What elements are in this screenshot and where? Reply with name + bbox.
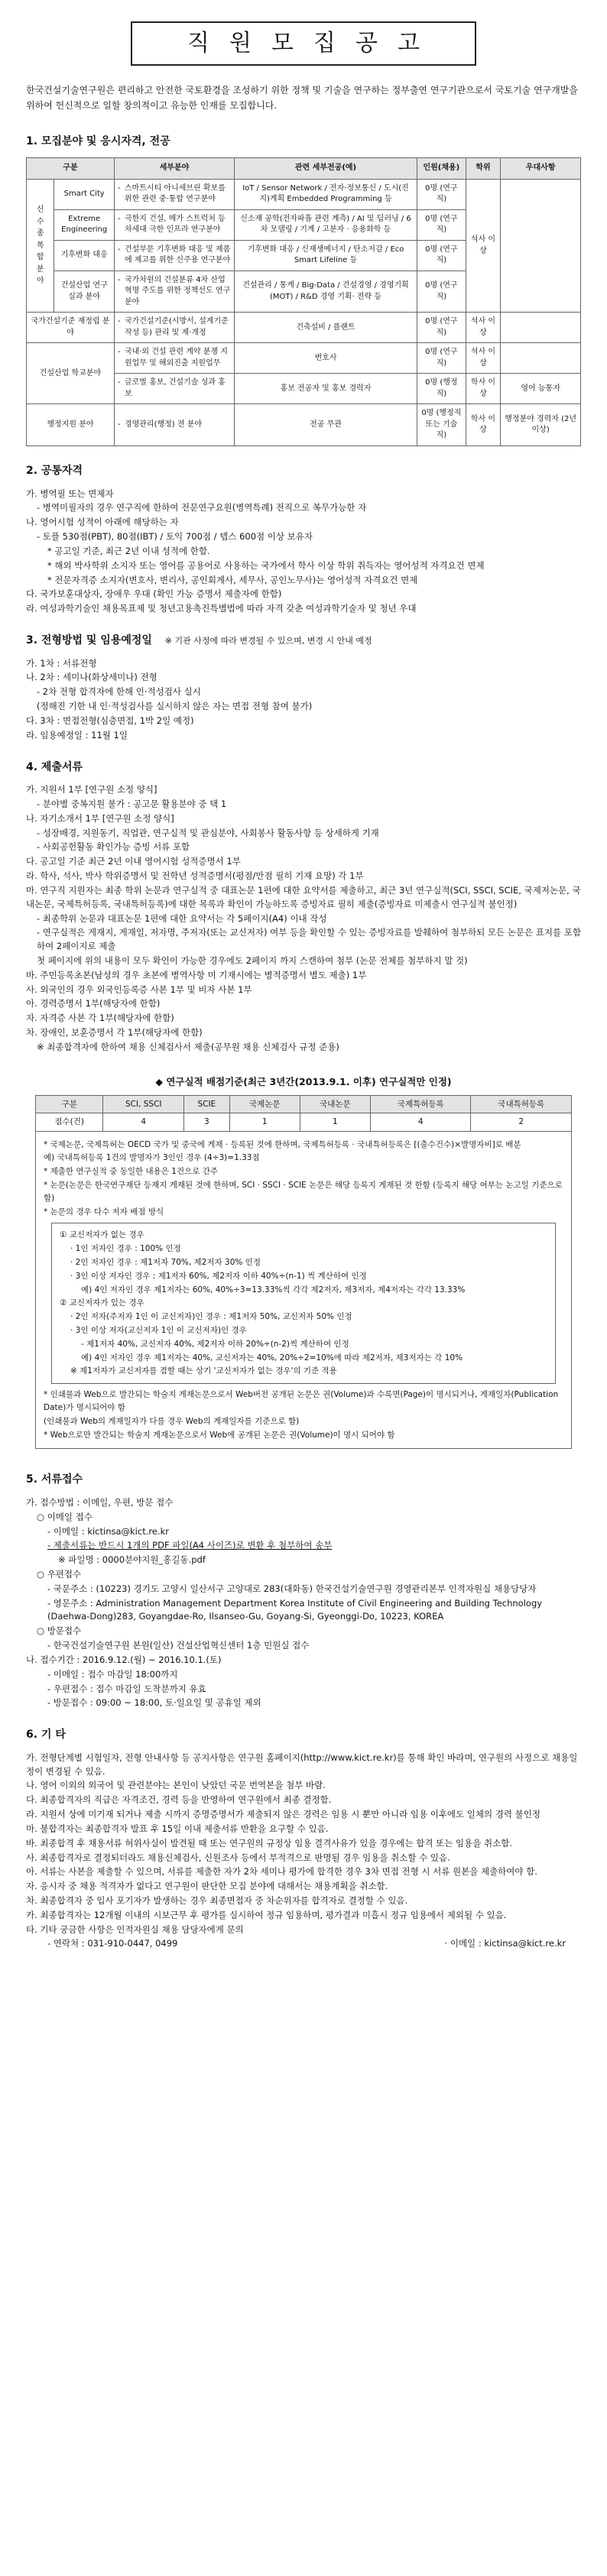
major-cell: 홍보 전공자 및 홍보 경력자	[235, 374, 417, 404]
text-line: · 3인 이상 저자(교신저자 1인 이 교신저자)인 경우	[70, 1325, 247, 1335]
text-line: 나. 영어시험 성적이 아래에 해당하는 자	[26, 517, 179, 528]
major-cell: 신소재 공학(전자파흡 관련 계측) / AI 및 딥러닝 / 6차 모델링 / 기계 / 고분자 · 응용화학 등	[235, 209, 417, 240]
category-cell: 기후변화 대응	[54, 240, 115, 271]
count-cell: 0명 (연구직)	[417, 271, 466, 313]
category-cell: Smart City	[54, 179, 115, 209]
text-line: 바. 주민등록초본(남성의 경우 초본에 병역사항 미 기재시에는 병적증명서 별도 제출) 1부	[26, 969, 367, 980]
field-cell	[114, 240, 234, 271]
score-table	[35, 1095, 572, 1132]
text-line: 첫 페이지에 위의 내용이 모두 확인이 가능한 경우에도 2페이지 까지 스캔하여 첨부 (논문 전체를 첨부하지 말 것)	[37, 954, 468, 966]
table-header: 학위	[466, 158, 501, 180]
text-line: ② 교신저자가 있는 경우	[60, 1298, 144, 1308]
table-header: 관련 세부전공(예)	[235, 158, 417, 180]
text-line: 타. 기타 궁금한 사항은 인적자원실 채용 담당자에게 문의	[26, 1923, 244, 1935]
count-cell: 0명 (연구직)	[417, 209, 466, 240]
section6-heading: 6. 기 타	[26, 1729, 66, 1742]
table-header: 인원(채용)	[417, 158, 466, 180]
text-line: 사. 최종합격자로 결정되더라도 채용신체검사, 신원조사 등에서 부적격으로 판명될 경우 임용을 취소할 수 있음.	[26, 1852, 450, 1863]
field-cell	[114, 374, 234, 404]
text-line: - 2차 전형 합격자에 한해 인·적성검사 실시	[37, 686, 201, 698]
text-line: 차. 장애인, 보훈증명서 각 1부(해당자에 한함)	[26, 1027, 203, 1039]
section3-note: ※ 기관 사정에 따라 변경될 수 있으며, 변경 시 안내 예정	[164, 635, 372, 646]
section3-title: 3. 전형방법 및 임용예정일	[26, 633, 152, 646]
category-cell: 행정지원 분야	[27, 404, 115, 446]
section3-content	[26, 657, 581, 743]
text-line: - 병역미필자의 경우 연구직에 한하여 전문연구요원(병역특례) 전직으로 복무가능한 자	[37, 502, 367, 514]
text-line: 나. 자기소개서 1부 [연구원 소정 양식]	[26, 812, 174, 824]
recruitment-table	[26, 157, 581, 446]
text-line: 자. 자격증 사본 각 1부(해당자에 한함)	[26, 1013, 174, 1024]
score-value: 1	[300, 1113, 370, 1131]
score-row	[36, 1113, 572, 1131]
text-line: ○ 방문접수	[37, 1625, 82, 1637]
text-line: - 성장배경, 지원동기, 직업관, 연구실적 및 관심분야, 사회봉사 활동사항 등 상세하게 기재	[37, 827, 379, 838]
degree-cell: 석사 이상	[466, 343, 501, 374]
table-row	[27, 313, 581, 343]
text-line: - 국문주소 : (10223) 경기도 고양시 일산서구 고양대로 283(대화동) 한국건설기술연구원 경영관리본부 인적자원실 채용담당자	[47, 1583, 537, 1594]
text-line: - 제1저자 40%, 교신저자 40%, 제2저자 이하 20%÷(n-2)씩 계산하여 인정	[81, 1339, 349, 1349]
text-line: · 2인 저자(주저자 1인 이 교신저자)인 경우 : 제1저자 50%, 교신저자 50% 인정	[70, 1312, 352, 1322]
text-line: - 이메일 : 접수 마감일 18:00까지	[47, 1668, 178, 1680]
preference-cell	[501, 179, 581, 313]
note-line: * 제출한 연구실적 중 동일한 내용은 1건으로 간주	[44, 1167, 219, 1177]
section2-heading: 2. 공통자격	[26, 464, 83, 477]
text-line: 가. 1차 : 서류전형	[26, 657, 97, 669]
text-line: 예) 4인 저자인 경우 제1저자는 40%, 교신저자는 40%, 20%÷2=10%에 따라 제2저자, 제3저자는 각 10%	[81, 1353, 463, 1363]
field-cell	[114, 313, 234, 343]
text-line: 차. 최종합격자 중 입사 포기자가 발생하는 경우 최종면접자 중 차순위자를 합격자로 결정할 수 있음.	[26, 1894, 408, 1906]
major-cell: 기후변화 대응 / 신재생에너지 / 탄소저감 / Eco Smart Lifeline 등	[235, 240, 417, 271]
score-header: SCIE	[184, 1096, 230, 1113]
score-row-label: 점수(건)	[36, 1113, 103, 1131]
strategy-label: 신수종 복합분야	[36, 206, 44, 286]
count-cell: 0명 (행정직)	[417, 374, 466, 404]
intro-paragraph: 한국건설기술연구원은 편리하고 안전한 국토환경을 조성하기 위한 정책 및 기술을 연구하는 정부출연 연구기관으로서 국토기술 연구개발을 위하여 헌신적으로 일할 창의적이고 유능한 인재를 모집합니다.	[26, 85, 578, 112]
page-title: 직원모집공고	[187, 29, 440, 57]
table-header: 세부분야	[114, 158, 234, 180]
text-line	[26, 1539, 581, 1553]
field-list	[118, 316, 231, 339]
table-row	[27, 404, 581, 446]
section2-content	[26, 488, 581, 616]
text-line: ○ 이메일 접수	[37, 1511, 93, 1522]
field-item: - 국가건설기준(시방서, 설계기준 작성 등) 관리 및 제·개정	[118, 316, 231, 339]
text-line: 예) 4인 저자인 경우 제1저자는 60%, 40%÷3=13.33%씩 각각 제2저자, 제3저자, 제4저자는 각각 13.33%	[81, 1285, 466, 1294]
field-list	[118, 377, 231, 400]
text-line: · 1인 저자인 경우 : 100% 인정	[70, 1244, 181, 1254]
category-cell: 국가건설기준 재정립 분야	[27, 313, 115, 343]
contact-phone: - 연락처 : 031-910-0447, 0499	[47, 1938, 178, 1949]
table-row	[27, 343, 581, 374]
text-line: 다. 국가보훈대상자, 장애우 우대 (확인 가능 증명서 제출자에 한함)	[26, 588, 282, 600]
score-value: 4	[103, 1113, 184, 1131]
field-cell	[114, 179, 234, 209]
table-header: 우대사항	[501, 158, 581, 180]
text-line: * 전문자격증 소지자(변호사, 변리사, 공인회계사, 세무사, 공인노무사)는 영어성적 자격요건 면제	[47, 574, 418, 585]
text-line: 사. 외국인의 경우 외국인등록증 사본 1부 및 비자 사본 1부	[26, 983, 252, 995]
section5-content	[26, 1496, 581, 1710]
text-line: · 2인 저자인 경우 : 제1저자 70%, 제2저자 30% 인정	[70, 1257, 261, 1267]
category-cell: Extreme Engineering	[54, 209, 115, 240]
score-value: 3	[184, 1113, 230, 1131]
section1-heading: 1. 모집분야 및 응시자격, 전공	[26, 134, 170, 147]
major-cell: 건축설비 / 플랜트	[235, 313, 417, 343]
text-line: 카. 최종합격자는 12개월 이내의 시보근무 후 평가를 실시하여 정규 임용하며, 평가결과 미흡시 정규 임용에서 제외될 수 있음.	[26, 1909, 507, 1920]
field-cell	[114, 271, 234, 313]
field-list	[118, 245, 231, 267]
text-line: - 최종학위 논문과 대표논문 1편에 대한 요약서는 각 5페이지(A4) 이내 작성	[37, 912, 327, 924]
text-line: 자. 응시자 중 채용 적격자가 없다고 연구원이 판단한 모집 분야에 대해서는 채용계획을 취소함.	[26, 1881, 388, 1892]
count-cell: 0명 (연구직)	[417, 343, 466, 374]
text-line: - 분야별 중복지원 불가 : 공고문 활용분야 중 택 1	[37, 799, 227, 810]
score-header: SCI, SSCI	[103, 1096, 184, 1113]
text-line: 가. 병역필 또는 면제자	[26, 488, 114, 499]
field-cell	[114, 404, 234, 446]
text-line: (정해진 기한 내 인·적성검사를 실시하지 않은 자는 면접 전형 참여 불가)	[37, 701, 313, 712]
section5-heading: 5. 서류접수	[26, 1473, 83, 1486]
field-list	[118, 347, 231, 369]
text-line: - 사회공헌활동 확인가능 증빙 서류 포함	[37, 841, 190, 853]
note-line: * 국제논문, 국제특허는 OECD 국가 및 중국에 게재 · 등록된 것에 한하며, 국제특허등록 · 국내특허등록은 [(출수건수)×발명자비]로 배분	[44, 1139, 521, 1149]
text-line: 다. 공고일 기준 최근 2년 이내 영어시험 성적증명서 1부	[26, 856, 241, 867]
score-header: 국제논문	[229, 1096, 300, 1113]
text-line: ※ 최종합격자에 한하여 채용 신체검사서 제출(공무원 채용 신체검사 규정 준용)	[37, 1041, 339, 1052]
text-line: - 영문주소 : Administration Management Department Korea Institute of Civil Engineering and Building Technology (Daehwa-Dong)283, Goyangdae-Ro, Ilsanseo-Gu, Goyang-Si, Gyeonggi-Do, 10223, KOREA	[47, 1597, 543, 1622]
text-line: 라. 여성과학기술인 채용목표제 및 청년고용촉진특별법에 따라 자격 갖춘 여성과학기술자 및 청년 우대	[26, 603, 417, 614]
text-line: - 방문접수 : 09:00 ~ 18:00, 토·일요일 및 공휴일 제외	[47, 1697, 261, 1709]
count-cell: 0명 (연구직)	[417, 313, 466, 343]
score-header: 국제특허등록	[370, 1096, 470, 1113]
category-cell: 건설산업 연구실과 분야	[54, 271, 115, 313]
field-item: - 글로벌 홍보, 건설기술 성과 홍보	[118, 377, 231, 400]
field-cell	[114, 343, 234, 374]
text-line: 라. 학사, 석사, 박사 학위증명서 및 전학년 성적증명서(평점/만점 필히 기재 요망) 각 1부	[26, 870, 364, 882]
text-line: * 공고일 기준, 최근 2년 이내 성적에 한함.	[47, 545, 210, 556]
text-line: 아. 서류는 사본을 제출할 수 있으며, 서류를 제출한 자가 2차 세미나 평가에 합격한 경우 3차 면접 전형 시 서류 원본을 제출하여야 함.	[26, 1866, 537, 1878]
note-line: (인쇄물과 Web의 게재일자가 다를 경우 Web의 게재일자를 기준으로 함)	[44, 1416, 300, 1426]
field-item: - 국가차원의 건설분류 4차 산업혁명 주도를 위한 정책선도 연구분야	[118, 275, 231, 309]
score-header: 구분	[36, 1096, 103, 1113]
count-cell: 0명 (행정직 또는 기술직)	[417, 404, 466, 446]
field-cell	[114, 209, 234, 240]
category-cell: 건설산업 학교분야	[27, 343, 115, 404]
text-line: ① 교신저자가 없는 경우	[60, 1230, 144, 1240]
contact-row	[26, 1937, 581, 1951]
field-list	[118, 275, 231, 309]
major-cell: 건설관리 / 통계 / Big-Data / 건설경영 / 경영기획(MOT) / R&D 경영 기획· 전략 등	[235, 271, 417, 313]
field-item: - 스마트시티 아니세브린 확보를 위한 관련 중·통합 연구분야	[118, 183, 231, 206]
preference-cell: 행정분야 경력자 (2년 이상)	[501, 404, 581, 446]
section4-content	[26, 783, 581, 1054]
field-list	[118, 420, 231, 431]
degree-cell: 석사 이상	[466, 179, 501, 313]
text-line: 가. 지원서 1부 [연구원 소정 양식]	[26, 784, 157, 795]
note-line: 예) 국내특허등록 1건의 발명자가 3인인 경우 (4÷3)=1.33점	[44, 1153, 260, 1163]
section6-content	[26, 1751, 581, 1937]
text-line: ○ 우편접수	[37, 1569, 82, 1580]
section3-heading	[26, 633, 581, 650]
research-score-criteria	[35, 1074, 572, 1450]
text-line: 라. 지원서 상에 미기재 되거나 제출 시까지 증명증명서가 제출되지 않은 경력은 임용 시 뿐만 아니라 임용 이후에도 일체의 경력 불인정	[26, 1809, 540, 1820]
contact-email[interactable]: · 이메일 : kictinsa@kict.re.kr	[444, 1938, 566, 1949]
score-header: 국내특허등록	[471, 1096, 572, 1113]
score-value: 1	[229, 1113, 300, 1131]
section4-heading: 4. 제출서류	[26, 760, 83, 773]
text-line: * 해외 박사학위 소지자 또는 영어를 공용어로 사용하는 국가에서 학사 이상 학위 취득자는 영어성적 자격요건 면제	[47, 559, 485, 571]
text-line: - 연구실적은 게재지, 게재일, 저자명, 주저자(또는 교신저자) 여부 등을 확인할 수 있는 증빙자료를 발췌하여 첨부하되 모든 논문은 표지를 포함하여 2페이지로 제출	[37, 927, 581, 952]
text-line: 마. 연구직 지원자는 최종 학위 논문과 연구실적 중 대표논문 1편에 대한 요약서를 제출하고, 최근 3년 연구실적(SCI, SSCI, SCIE, 국제저논문, 국내논문, 국제특허등록, 국내특허등록)에 대한 목록과 확인이 가능하도록 증빙자료 필히 제출(증빙자료 미제출시 연구실적 불인정)	[26, 884, 581, 909]
major-cell: 전공 무관	[235, 404, 417, 446]
author-weighting-box	[51, 1223, 556, 1384]
degree-cell: 학사 이상	[466, 404, 501, 446]
text-line: 다. 3차 : 면접전형(심층면접, 1박 2일 예정)	[26, 714, 194, 726]
preference-cell	[501, 343, 581, 374]
text-line: 마. 불합격자는 최종합격자 발표 후 15일 이내 제출서류 반환을 요구할 수 있음.	[26, 1823, 329, 1834]
score-header: 국내논문	[300, 1096, 370, 1113]
table-header: 구분	[27, 158, 115, 180]
underlined-text: - 제출서류는 반드시 1개의 PDF 파일(A4 사이즈)로 변환 후 첨부하여 송부	[47, 1540, 333, 1551]
score-header-row	[36, 1096, 572, 1113]
text-line: - 이메일 : kictinsa@kict.re.kr	[47, 1525, 169, 1537]
preference-cell	[501, 313, 581, 343]
text-line: 나. 영어 이외의 외국어 및 관련분야는 본인이 낮았던 국문 번역본을 첨부 바람.	[26, 1780, 326, 1791]
text-line: · 3인 이상 저자인 경우 : 제1저자 60%, 제2저자 이하 40%÷(n-1) 씩 계산하여 인정	[70, 1271, 367, 1281]
field-item: - 극한지 건설, 메가 스트럭처 등 차세대 극한 인프라 연구분야	[118, 214, 231, 236]
table-row	[27, 179, 581, 209]
field-list	[118, 214, 231, 236]
text-line: ※ 파일명 : 0000분야지원_홍길동.pdf	[58, 1554, 206, 1566]
score-value: 2	[471, 1113, 572, 1131]
strategy-category	[27, 179, 54, 313]
field-item: - 경영관리(행정) 전 분야	[118, 420, 231, 431]
criteria-title: ◆ 연구실적 배점기준(최근 3년간(2013.9.1. 이후) 연구실적만 인정)	[155, 1075, 452, 1087]
text-line: 아. 경력증명서 1부(해당자에 한함)	[26, 998, 161, 1009]
text-line: 가. 전형단계별 시험일자, 전형 안내사항 등 공지사항은 연구원 홈페이지(http://www.kict.re.kr)를 통해 확인 바라며, 연구원의 사정으로 채용일정이 변경될 수 있음.	[26, 1751, 578, 1777]
table-header-row	[27, 158, 581, 180]
text-line: 나. 2차 : 세미나(화상세미나) 전형	[26, 672, 157, 683]
count-cell: 0명 (연구직)	[417, 179, 466, 209]
degree-cell: 학사 이상	[466, 374, 501, 404]
score-value: 4	[370, 1113, 470, 1131]
preference-cell: 영어 능통자	[501, 374, 581, 404]
text-line: ※ 제1저자가 교신저자를 겸할 때는 상기 '교신저자가 없는 경우'의 기준 적용	[70, 1366, 337, 1376]
count-cell: 0명 (연구직)	[417, 240, 466, 271]
text-line: - 한국건설기술연구원 본원(일산) 건설산업혁신센터 1층 민원실 접수	[47, 1640, 310, 1651]
major-cell: IoT / Sensor Network / 전자·정보통신 / 도시(진지)계획 Embedded Programming 등	[235, 179, 417, 209]
text-line: 가. 접수방법 : 이메일, 우편, 방문 접수	[26, 1496, 174, 1508]
note-line: * 논문의 경우 다수 저자 배점 방식	[44, 1207, 164, 1217]
text-line: 바. 최종합격 후 채용서류 허위사실이 발견될 때 또는 연구원의 규정상 임용 결격사유가 있을 경우에는 합격 또는 임용을 취소함.	[26, 1837, 513, 1849]
text-line: 다. 최종합격자의 직급은 자격조건, 경력 등을 반영하여 연구원에서 최종 결정함.	[26, 1794, 332, 1806]
text-line: - 우편접수 : 접수 마감일 도착분까지 유효	[47, 1683, 206, 1694]
text-line: 나. 접수기간 : 2016.9.12.(월) ~ 2016.10.1.(토)	[26, 1654, 222, 1665]
degree-cell: 석사 이상	[466, 313, 501, 343]
note-line: * Web으로만 발간되는 학술지 게재논문으로서 Web에 공개된 논문은 권(Volume)이 명시 되어야 함	[44, 1430, 395, 1440]
criteria-notes	[35, 1132, 572, 1450]
title-box	[131, 21, 476, 66]
note-line: * 인쇄물과 Web으로 발간되는 학술지 게재논문으로서 Web버전 공개된 논문은 권(Volume)과 수록면(Page)이 명시되거나, 게재일자(Publication Date)가 명시되어야 함	[44, 1390, 559, 1412]
field-item: - 국내·외 건설 관련 계약 분쟁 지원업무 및 해외진출 지원업무	[118, 347, 231, 369]
field-item: - 건설부문 기후변화 대응 및 제품에 제고를 위한 신주용 연구분야	[118, 245, 231, 267]
text-line: - 토플 530점(PBT), 80점(IBT) / 토익 700점 / 텝스 600점 이상 보유자	[37, 531, 313, 543]
field-list	[118, 183, 231, 206]
major-cell: 변호사	[235, 343, 417, 374]
note-line: * 논문(논문은 한국연구재단 등재지 게재된 것에 한하며, SCI · SSCI · SCIE 논문은 해당 등록지 게재된 것 한함 (등록지 해당 여부는 논고일 기준으로 함)	[44, 1180, 563, 1203]
text-line: 라. 임용예정일 : 11월 1일	[26, 729, 128, 740]
